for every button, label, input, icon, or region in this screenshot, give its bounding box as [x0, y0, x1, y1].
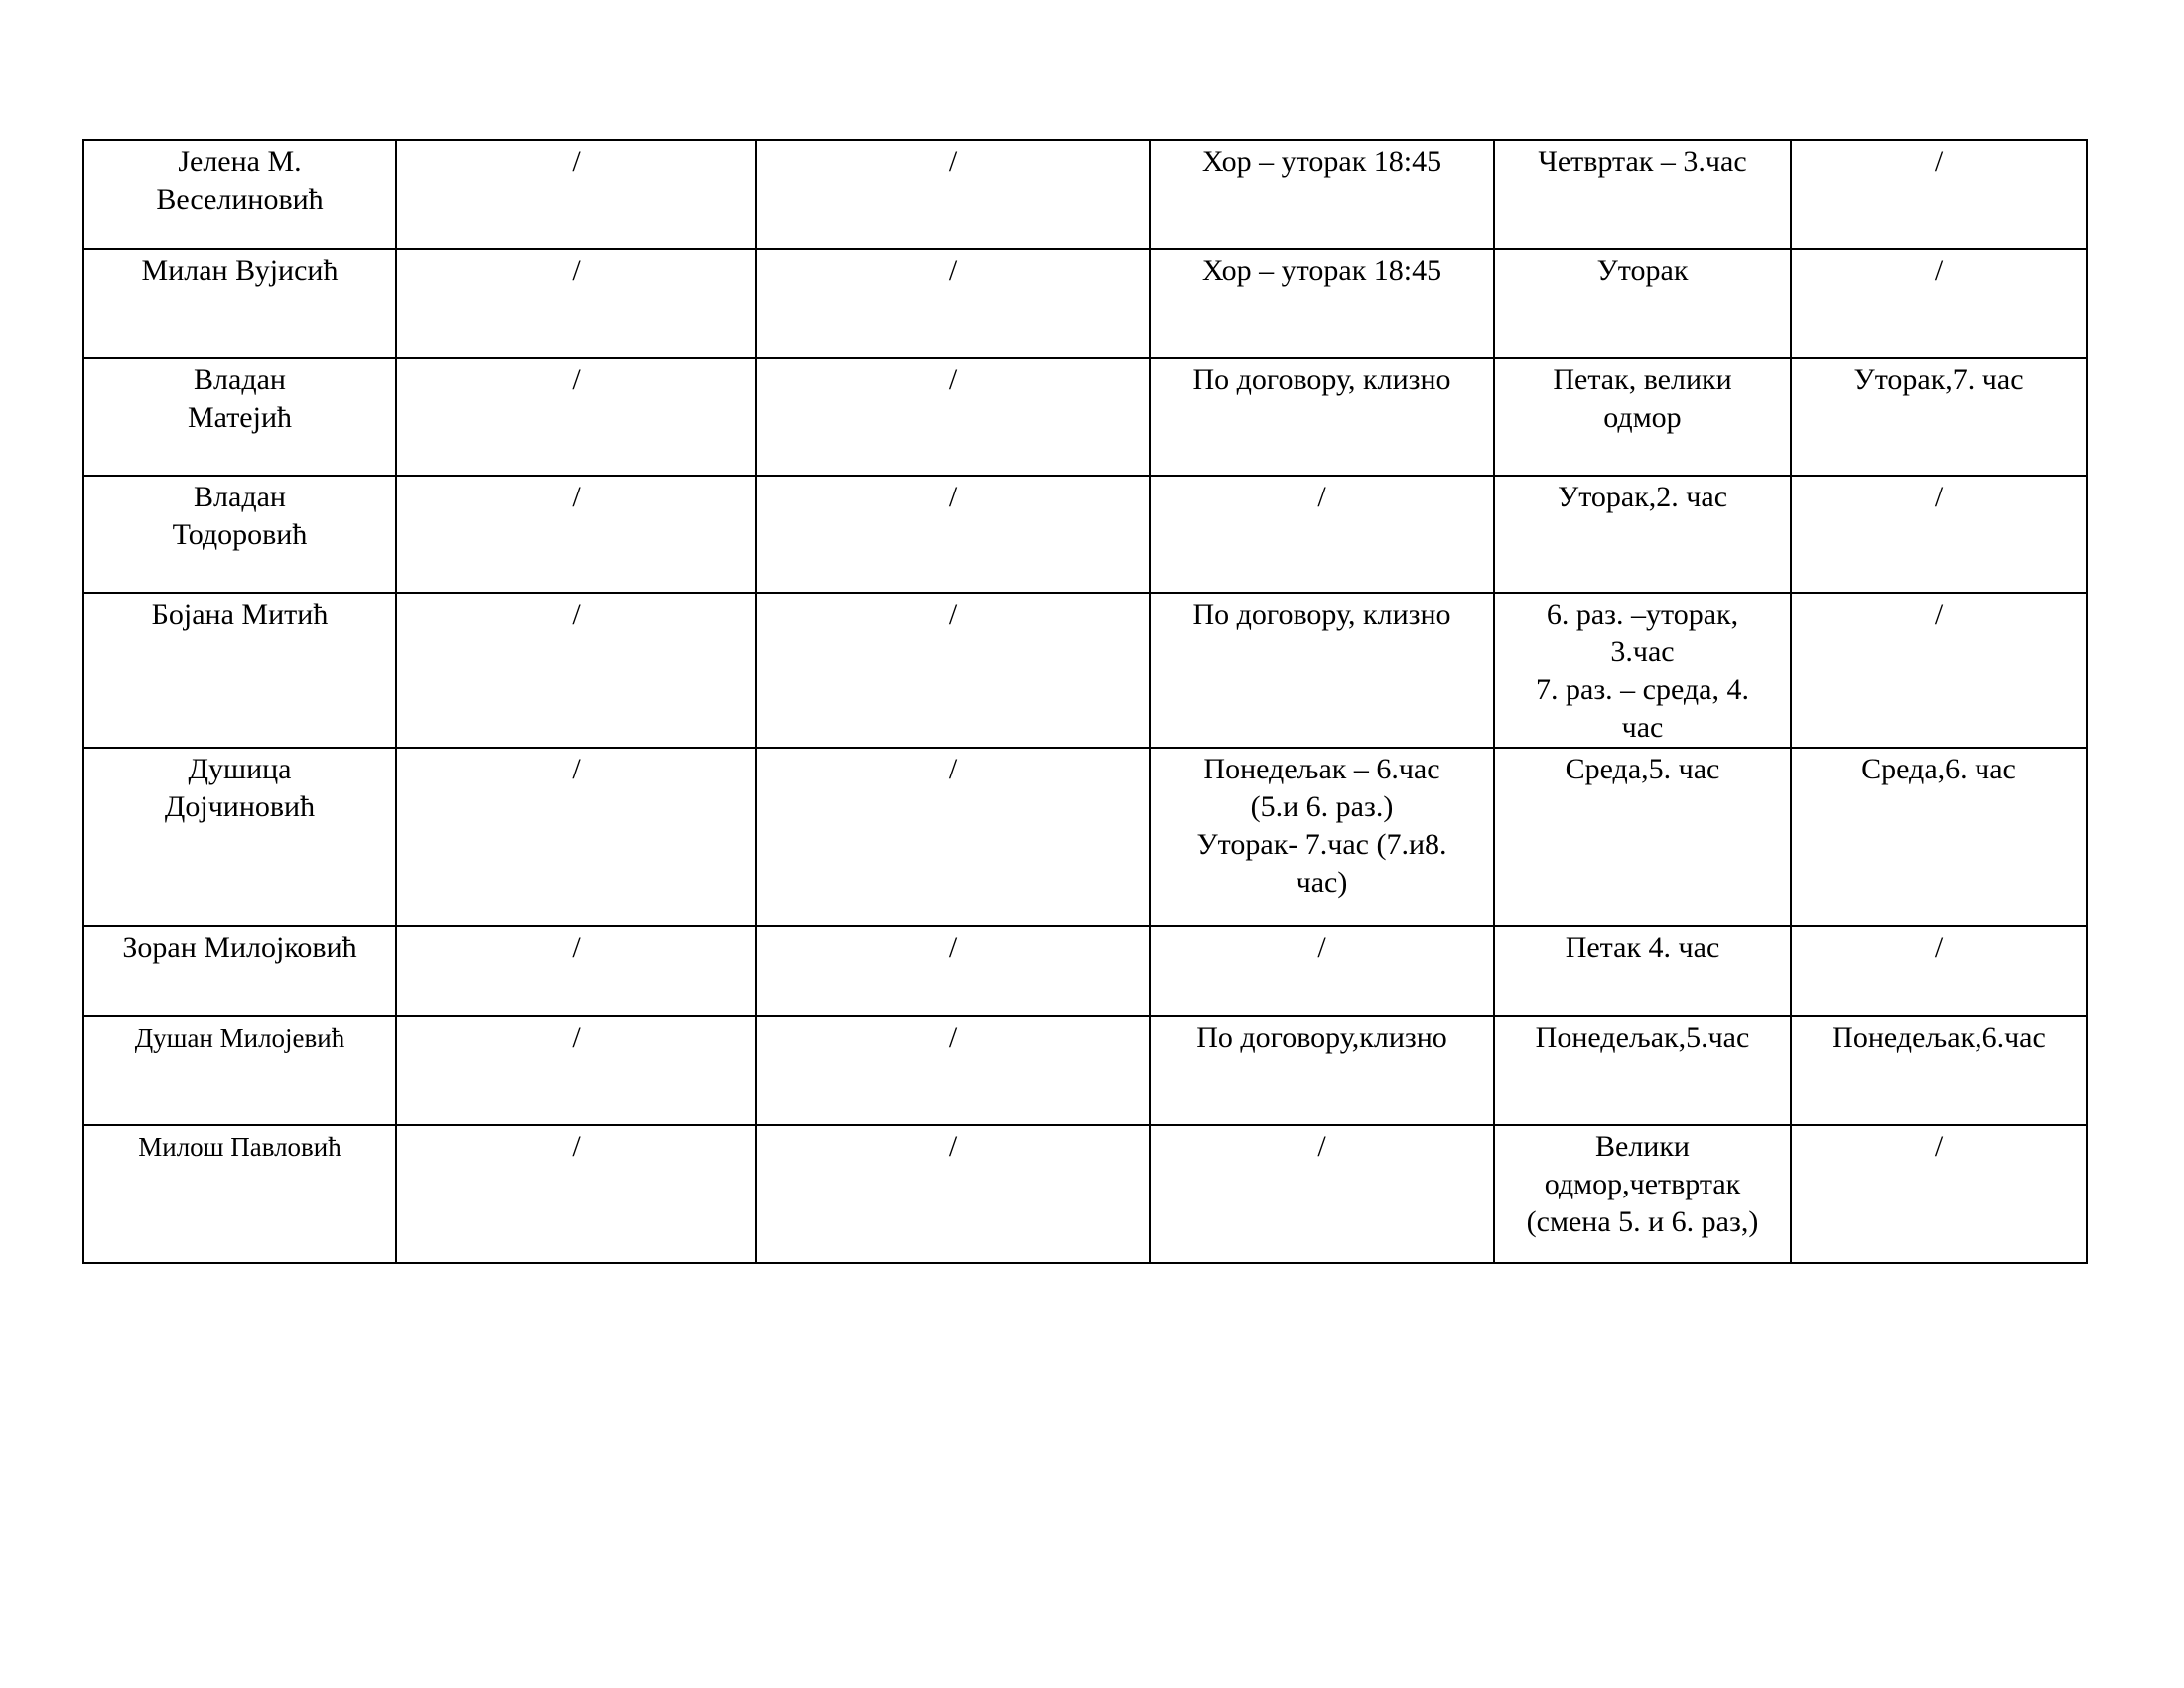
table-cell: Велики одмор,четвртак (смена 5. и 6. раз,): [1494, 1125, 1791, 1263]
table-row: [83, 358, 2087, 476]
table-cell: /: [1791, 1125, 2087, 1263]
table-cell: По договору, клизно: [1150, 358, 1494, 476]
table-row: [83, 748, 2087, 926]
teacher-name-cell: Милош Павловић: [83, 1125, 396, 1263]
table-cell: Петак, велики одмор: [1494, 358, 1791, 476]
table-cell: /: [396, 140, 756, 249]
table-cell: /: [756, 358, 1150, 476]
table-cell: /: [396, 358, 756, 476]
table-cell: /: [1150, 926, 1494, 1016]
table-cell: Четвртак – 3.час: [1494, 140, 1791, 249]
table-cell: Петак 4. час: [1494, 926, 1791, 1016]
table-cell: /: [396, 593, 756, 748]
table-cell: /: [1791, 926, 2087, 1016]
teacher-name-cell: Владан Матејић: [83, 358, 396, 476]
table-cell: /: [756, 1125, 1150, 1263]
table-cell: /: [396, 1016, 756, 1125]
table-cell: /: [1791, 140, 2087, 249]
table-cell: /: [756, 249, 1150, 358]
schedule-table: [82, 139, 2088, 1264]
table-row: [83, 593, 2087, 748]
table-cell: Хор – уторак 18:45: [1150, 249, 1494, 358]
table-cell: /: [756, 593, 1150, 748]
table-cell: По договору, клизно: [1150, 593, 1494, 748]
table-cell: 6. раз. –уторак, 3.час 7. раз. – среда, 4. час: [1494, 593, 1791, 748]
table-row: [83, 476, 2087, 593]
table-row: [83, 1125, 2087, 1263]
table-cell: Среда,6. час: [1791, 748, 2087, 926]
table-cell: /: [396, 249, 756, 358]
teacher-name-cell: Бојана Митић: [83, 593, 396, 748]
table-row: [83, 249, 2087, 358]
teacher-name-cell: Душица Дојчиновић: [83, 748, 396, 926]
table-cell: /: [396, 748, 756, 926]
table-cell: Среда,5. час: [1494, 748, 1791, 926]
table-cell: /: [1150, 1125, 1494, 1263]
teacher-name-cell: Душан Милојевић: [83, 1016, 396, 1125]
table-cell: /: [1791, 593, 2087, 748]
table-row: [83, 140, 2087, 249]
table-cell: /: [396, 1125, 756, 1263]
table-cell: Уторак,7. час: [1791, 358, 2087, 476]
table-cell: /: [756, 926, 1150, 1016]
table-cell: /: [396, 926, 756, 1016]
table-cell: /: [756, 748, 1150, 926]
table-cell: Уторак: [1494, 249, 1791, 358]
teacher-name-cell: Милан Вујисић: [83, 249, 396, 358]
teacher-name-cell: Зоран Милојковић: [83, 926, 396, 1016]
table-cell: Понедељак,5.час: [1494, 1016, 1791, 1125]
table-cell: /: [756, 140, 1150, 249]
table-cell: /: [396, 476, 756, 593]
table-cell: По договору,клизно: [1150, 1016, 1494, 1125]
table-cell: /: [1150, 476, 1494, 593]
table-cell: Хор – уторак 18:45: [1150, 140, 1494, 249]
table-cell: /: [1791, 249, 2087, 358]
table-row: [83, 1016, 2087, 1125]
table-cell: Понедељак,6.час: [1791, 1016, 2087, 1125]
table-cell: Уторак,2. час: [1494, 476, 1791, 593]
table-cell: /: [756, 476, 1150, 593]
teacher-name-cell: Владан Тодоровић: [83, 476, 396, 593]
table-row: [83, 926, 2087, 1016]
teacher-name-cell: Јелена М. Веселиновић: [83, 140, 396, 249]
table-cell: Понедељак – 6.час (5.и 6. раз.) Уторак- 7.час (7.и8. час): [1150, 748, 1494, 926]
table-cell: /: [756, 1016, 1150, 1125]
table-cell: /: [1791, 476, 2087, 593]
